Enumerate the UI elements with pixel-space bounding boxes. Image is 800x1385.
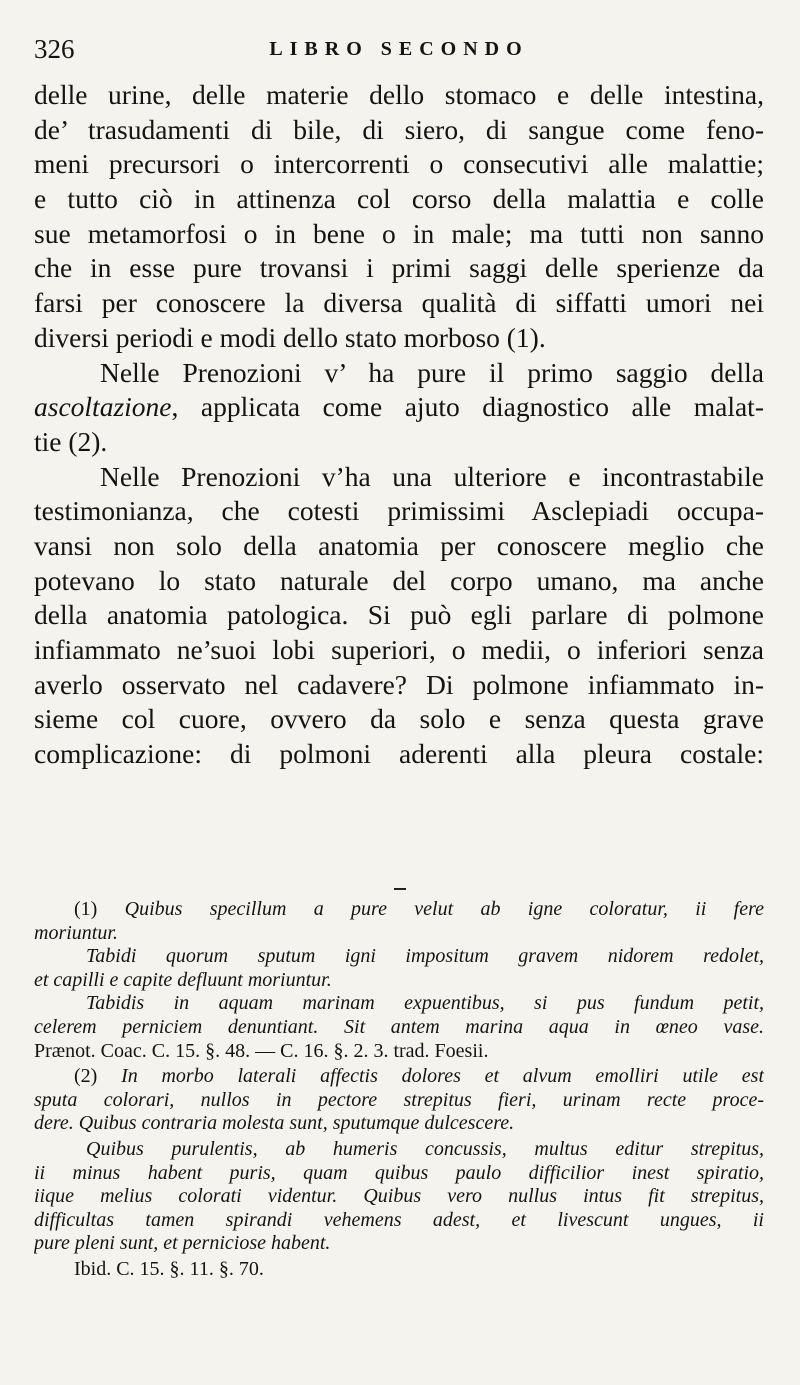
- footnote-marker: (2): [74, 1065, 98, 1088]
- text-line: tie (2).: [34, 425, 108, 457]
- footnote-line: dere. Quibus contraria molesta sunt, sputumque dulcescere.: [34, 1112, 515, 1135]
- text-line: averlo osservato nel cadavere? Di polmone infiammato in-: [34, 668, 764, 700]
- footnote-separator: [394, 888, 406, 890]
- text-line: diversi periodi e modi dello stato morboso (1).: [34, 321, 546, 353]
- text-segment: Quibus specillum a pure velut ab igne coloratur, ii fere: [97, 898, 764, 920]
- paragraph-first-line: Nelle Prenozioni v’ha una ulteriore e incontrastabile: [100, 460, 764, 492]
- footnote-line: Tabidi quorum sputum igni impositum gravem nidorem redolet,: [86, 945, 764, 968]
- footnote-line: moriuntur.: [34, 921, 118, 944]
- text-line: vansi non solo della anatomia per conoscere meglio che: [34, 529, 764, 561]
- footnote-citation: Prænot. Coac. C. 15. §. 48. — C. 16. §. 2. 3. trad. Foesii.: [34, 1039, 489, 1062]
- footnote-citation: Ibid. C. 15. §. 11. §. 70.: [74, 1257, 264, 1280]
- footnote-line: sputa colorari, nullos in pectore strepitus fieri, urinam recte proce-: [34, 1088, 764, 1111]
- text-line: infiammato ne’suoi lobi superiori, o medii, o inferiori senza: [34, 634, 764, 665]
- page-number: 326: [34, 34, 75, 64]
- footnote-line: ii minus habent puris, quam quibus paulo difficilior inest spiratio,: [34, 1161, 764, 1184]
- text-line: testimonianza, che cotesti primissimi Asclepiadi occupa-: [34, 495, 764, 527]
- footnote-line: Tabidis in aquam marinam expuentibus, si pus fundum petit,: [86, 992, 764, 1015]
- page-header: [34, 34, 764, 64]
- text-segment: , applicata come ajuto diagnostico alle malat-: [171, 391, 764, 423]
- footnote-line: et capilli e capite defluunt moriuntur.: [34, 968, 332, 991]
- text-line: de’ trasudamenti di bile, di siero, di sangue come feno-: [34, 113, 764, 145]
- text-line: della anatomia patologica. Si può egli parlare di polmone: [34, 599, 764, 631]
- text-line: sieme col cuore, ovvero da solo e senza questa grave: [34, 703, 764, 735]
- footnote-line: pure pleni sunt, et perniciose habent.: [34, 1232, 331, 1255]
- footnote-line: [34, 898, 764, 922]
- text-line: farsi per conoscere la diversa qualità di siffatti umori nei: [34, 287, 764, 319]
- footnote-line: difficultas tamen spirandi vehemens adest, et livescunt ungues, ii: [34, 1208, 764, 1231]
- text-line: che in esse pure trovansi i primi saggi delle sperienze da: [34, 252, 764, 284]
- text-segment: In morbo laterali affectis dolores et alvum emolliri utile est: [121, 1065, 764, 1088]
- running-head: LIBRO SECONDO: [269, 38, 529, 60]
- text-line: sue metamorfosi o in bene o in male; ma tutti non sanno: [34, 217, 764, 249]
- footnotes: [34, 898, 764, 1282]
- main-text: [34, 78, 764, 772]
- footnote-line: iique melius colorati videntur. Quibus vero nullus intus fit strepitus,: [34, 1185, 764, 1208]
- footnote-line: celerem perniciem denuntiant. Sit antem marina aqua in œneo vase.: [34, 1015, 764, 1038]
- text-line: potevano lo stato naturale del corpo umano, ma anche: [34, 564, 764, 596]
- text-line: delle urine, delle materie dello stomaco e delle intestina,: [34, 79, 764, 110]
- paragraph-first-line: Nelle Prenozioni v’ ha pure il primo saggio della: [100, 356, 764, 388]
- footnote-line: Quibus purulentis, ab humeris concussis, multus editur strepitus,: [86, 1137, 764, 1160]
- text-line: complicazione: di polmoni aderenti alla pleura costale:: [34, 738, 764, 770]
- text-line: [34, 390, 764, 425]
- text-line: meni precursori o intercorrenti o consecutivi alle malattie;: [34, 148, 764, 180]
- footnote-line: [34, 1065, 764, 1089]
- footnote-marker: (1): [74, 898, 98, 920]
- text-line: e tutto ciò in attinenza col corso della malattia e colle: [34, 183, 764, 215]
- italic-term: ascoltazione: [34, 391, 172, 423]
